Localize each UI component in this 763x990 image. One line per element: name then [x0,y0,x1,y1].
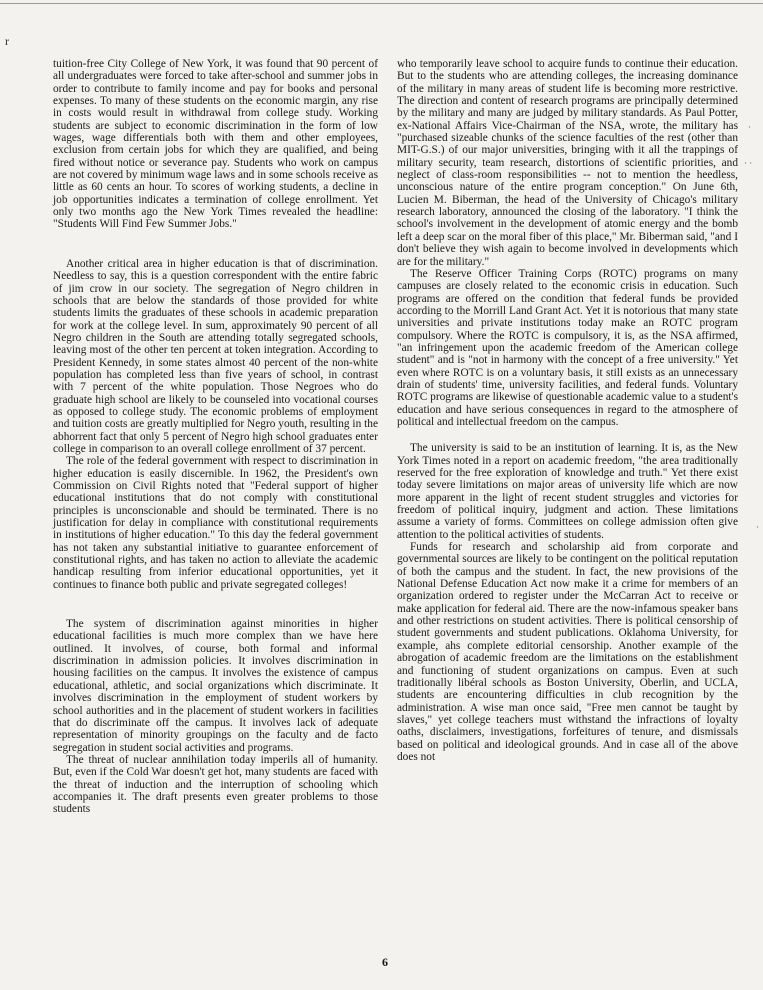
paragraph: The role of the federal government with respect to discrimination in higher education is easily discernible. In 1962, the President's own Commission on Civil Rights noted that "Federal support of higher educational institutions that do not comply with constitutional principles is unconscionable and should be terminated. There is no justification for delay in compliance with constitutional requirements in institutions of higher education." To this day the federal government has not taken any substantial initiative to guarantee enforcement of constitutional rights, and has taken no action to alleviate the academic handicap resulting from inferior educational opportunities, yet it continues to finance both public and private segregated colleges! [53,455,378,591]
paragraph: The university is said to be an institution of learning. It is, as the New York Times noted in a report on academic freedom, "the area traditionally reserved for the free exploration of knowledge and truth." Yet there exist today severe limitations on major areas of university life which are now more apparent in the light of recent student struggles and victories for freedom of political inquiry, judgment and action. These limitations assume a variety of forms. Committees on college admission often give attention to the political activities of students. [397,442,738,541]
margin-speck: · [748,122,751,132]
paragraph: Another critical area in higher education is that of discrimination. Needless to say, this is a question correspondent with the entire fabric of jim crow in our society. The segregation of Negro children in schools that are below the standards of those provided for white students limits the graduates of these schools in academic preparation for work at the college level. In sum, approximately 90 percent of all Negro children in the South are attending totally segregated schools, leaving most of the other ten percent at token integration. According to President Kennedy, in some states almost 40 percent of the non-white population has completed less than five years of school, in contrast with 7 percent of the white population. Those Negroes who do graduate high school are likely to be counseled into vocational courses as opposed to college study. The economic problems of employment and tuition costs are greatly multiplied for Negro youth, resulting in the abhorrent fact that only 5 percent of Negro high school graduates enter college in comparison to an overall college enrollment of 37 percent. [53,257,378,455]
top-rule [0,3,763,4]
paragraph: The Reserve Officer Training Corps (ROTC) programs on many campuses are closely related to the economic crisis in education. Such programs are offered on the condition that federal funds be provided according to the Morrill Land Grant Act. Yet it is notorious that many state universities and private institutions today make an ROTC program compulsory. Where the ROTC is compulsory, it is, as the NSA affirmed, "an infringement upon the academic freedom of the American college student" and is "not in harmony with the concept of a free university." Yet even where ROTC is on a voluntary basis, it still exists as an unnecessary drain of students' time, university facilities, and federal funds. Voluntary ROTC programs are likewise of questionable academic value to a student's education and have serious consequences in regard to the atmosphere of political and intellectual freedom on the campus. [397,267,738,428]
paragraph: The threat of nuclear annihilation today imperils all of humanity. But, even if the Cold War doesn't get hot, many students are faced with the threat of induction and the interruption of schooling which accompanies it. The draft presents even greater problems to those students [53,753,378,816]
corner-mark: r [5,34,9,48]
paragraph: Funds for research and scholarship aid from corporate and governmental sources are likely to be contingent on the political reputation of both the campus and the student. In fact, the new provisions of the National Defense Education Act now make it a crime for members of an organization ordered to register under the McCarran Act to receive or make application for federal aid. There are the now-infamous speaker bans and other restrictions on student activities. There is political censorship of student governments and student publications. Oklahoma University, for example, ahs complete editorial censorship. Another example of the abrogation of academic freedom are the limitations on the establishment and functioning of student organizations on campus. Even at such traditionally libéral schools as Boston University, Oberlin, and UCLA, students are encountering difficulties in club recognition by the administration. A wise man once said, "Free men cannot be taught by slaves," yet college teachers must withstand the infractions of loyalty oaths, disclaimers, investigations, forfeitures of tenure, and dismissals based on political and ideological grounds. And in case all of the above does not [397,541,738,763]
margin-speck: · [756,522,759,532]
right-column [397,58,738,763]
left-column [53,58,378,816]
paragraph: The system of discrimination against minorities in higher educational facilities is much more complex than we have here outlined. It involves, of course, both formal and informal discrimination in admission policies. It involves discrimination in housing facilities on the campus. It involves the existence of campus educational, athletic, and social organizations which discriminate. It involves discrimination in the employment of student workers by school authorities and in the placement of student workers in facilities that do discriminate off the campus. It involves lack of adequate representation of minority groupings on the faculty and de facto segregation in student social activities and programs. [53,618,378,754]
margin-speck: · · [744,158,753,168]
paragraph: tuition-free City College of New York, it was found that 90 percent of all undergraduates were forced to take after-school and summer jobs in order to contribute to family income and pay for books and personal expenses. To many of these students on the economic margin, any rise in costs would result in withdrawal from college study. Working students are subject to economic discrimination in the form of low wages, wage differentials both with them and other employees, exclusion from certain jobs for which they are qualified, and being fired without notice or severance pay. Students who work on campus are not covered by minimum wage laws and in some schools receive as little as 60 cents an hour. To scores of working students, a decline in job opportunities indicates a termination of college enrollment. Yet only two months ago the New York Times revealed the headline: "Students Will Find Few Summer Jobs." [53,58,378,231]
paragraph: who temporarily leave school to acquire funds to continue their education. But to the students who are attending colleges, the increasing dominance of the military in many areas of student life is becoming more restrictive. The direction and content of research programs are principally determined by the military and many are judged by military standards. As Paul Potter, ex-National Affairs Vice-Chairman of the NSA, wrote, the military has "purchased sizeable chunks of the science faculties of the rest (other than MIT-G.S.) of our major universities, bringing with it all the trappings of military security, team research, distortions of scientific priorities, and neglect of class-room responsibilities -- not to mention the heedless, unconscious nature of the entire program conception." On June 6th, Lucien M. Biberman, the head of the University of Chicago's military research laboratory, announced the closing of the laboratory. "I think the school's involvement in the development of atomic energy and the bomb left a deep scar on the moral fiber of this place," Mr. Biberman said, "and I don't believe they wish again to become involved in developments which are for the military." [397,58,738,268]
page-number: 6 [382,955,388,969]
